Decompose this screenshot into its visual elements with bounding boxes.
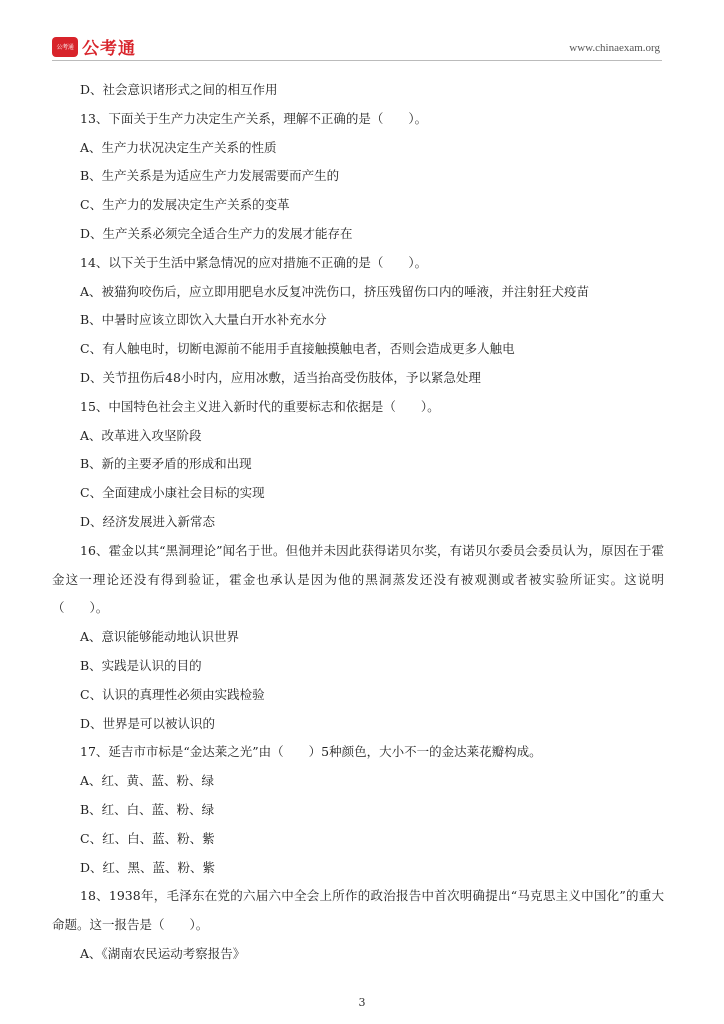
option-17-c: C、红、白、蓝、粉、紫 [80,830,215,846]
site-url: www.chinaexam.org [569,42,660,54]
option-14-d: D、关节扭伤后48小时内，应用冰敷，适当抬高受伤肢体，予以紧急处理 [80,369,481,385]
option-16-d: D、世界是可以被认识的 [80,715,216,731]
option-15-b: B、新的主要矛盾的形成和出现 [80,456,252,472]
option-13-d: D、生产关系必须完全适合生产力的发展才能存在 [80,225,353,241]
question-15: 15、中国特色社会主义进入新时代的重要标志和依据是（ ）。 [80,398,440,414]
logo-badge: 公考通 [52,37,78,57]
option-18-a: A、《湖南农民运动考察报告》 [80,945,246,961]
logo-text: 公考通 [82,39,136,59]
option-14-b: B、中暑时应该立即饮入大量白开水补充水分 [80,312,327,328]
option-line: D、社会意识诸形式之间的相互作用 [80,82,278,97]
option-17-d: D、红、黑、蓝、粉、紫 [80,859,216,875]
option-15-c: C、全面建成小康社会目标的实现 [80,485,265,501]
question-13: 13、下面关于生产力决定生产关系，理解不正确的是（ ）。 [80,110,428,126]
option-17-b: B、红、白、蓝、粉、绿 [80,801,215,817]
option-16-b: B、实践是认识的目的 [80,657,202,673]
question-18: 18、1938年，毛泽东在党的六届六中全会上所作的政治报告中首次明确提出“马克思主义中国化”的重大命题。这一报告是（ ）。 [52,888,664,933]
option-13-c: C、生产力的发展决定生产关系的变革 [80,197,290,213]
page-number: 3 [358,996,366,1009]
option-15-a: A、改革进入攻坚阶段 [80,427,202,443]
option-13-a: A、生产力状况决定生产关系的性质 [80,139,277,155]
question-content [52,76,664,969]
option-14-c: C、有人触电时，切断电源前不能用手直接触摸触电者，否则会造成更多人触电 [80,341,515,357]
page-header [52,34,662,62]
question-17: 17、延吉市市标是“金达莱之光”由（ ）5种颜色，大小不一的金达莱花瓣构成。 [80,744,542,760]
option-14-a: A、被猫狗咬伤后，应立即用肥皂水反复冲洗伤口，挤压残留伤口内的唾液，并注射狂犬疫苗 [80,283,590,299]
option-13-b: B、生产关系是为适应生产力发展需要而产生的 [80,168,340,184]
option-15-d: D、经济发展进入新常态 [80,513,216,529]
logo [52,34,136,59]
header-divider [52,60,662,61]
question-16: 16、霍金以其“黑洞理论”闻名于世。但他并未因此获得诺贝尔奖，有诺贝尔委员会委员认为，原因在于霍金这一理论还没有得到验证，霍金也承认是因为他的黑洞蒸发还没有被观测或者被实验所证实。这说明（ ）。 [52,542,664,616]
option-17-a: A、红、黄、蓝、粉、绿 [80,773,215,789]
question-14: 14、以下关于生活中紧急情况的应对措施不正确的是（ ）。 [80,254,428,270]
option-16-c: C、认识的真理性必须由实践检验 [80,686,265,702]
option-16-a: A、意识能够能动地认识世界 [80,629,240,645]
